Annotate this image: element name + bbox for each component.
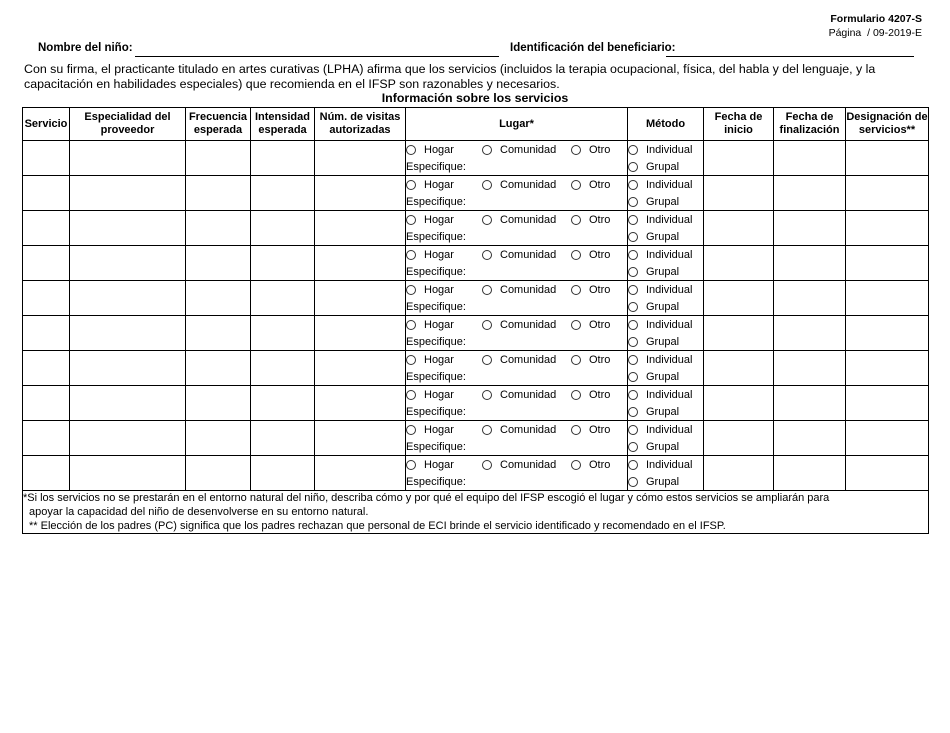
- especifique-label: Especifique:: [406, 475, 466, 488]
- lugar-comunidad-label: Comunidad: [500, 458, 557, 471]
- visitas-cell[interactable]: [315, 456, 406, 491]
- servicio-cell[interactable]: [23, 421, 70, 456]
- radio-icon[interactable]: [628, 145, 638, 155]
- metodo-grupal-option[interactable]: [628, 301, 679, 313]
- table-row: [23, 421, 929, 456]
- lugar-comunidad-label: Comunidad: [500, 283, 557, 296]
- lugar-cell: [406, 421, 628, 456]
- especifique-label: Especifique:: [406, 230, 466, 243]
- inicio-cell[interactable]: [704, 316, 774, 351]
- lugar-hogar-label: Hogar: [424, 283, 454, 296]
- lugar-hogar-label: Hogar: [424, 388, 454, 401]
- radio-icon[interactable]: [482, 390, 492, 400]
- radio-icon[interactable]: [628, 460, 638, 470]
- lugar-hogar-option[interactable]: [406, 144, 482, 156]
- metodo-cell: [628, 456, 704, 491]
- lugar-hogar-option[interactable]: [406, 179, 482, 191]
- radio-icon[interactable]: [628, 232, 638, 242]
- footnote-1-line-1: *Si los servicios no se prestarán en el entorno natural del niño, describa cómo y por qué el equipo del IFSP escogió el lugar y cómo estos servicios se ampliarán para: [23, 492, 830, 504]
- lugar-cell: [406, 141, 628, 176]
- radio-icon[interactable]: [482, 145, 492, 155]
- frecuencia-cell[interactable]: [186, 316, 251, 351]
- radio-icon[interactable]: [406, 355, 416, 365]
- metodo-individual-label: Individual: [646, 318, 693, 331]
- col-lugar: Lugar*: [406, 108, 628, 141]
- metodo-individual-option[interactable]: [628, 459, 692, 471]
- lugar-hogar-option[interactable]: [406, 459, 482, 471]
- radio-icon[interactable]: [482, 285, 492, 295]
- col-especialidad: Especialidad del proveedor: [70, 108, 186, 141]
- intro-text: Con su firma, el practicante titulado en artes curativas (LPHA) afirma que los servicios (incluidos la terapia ocupacional, física, del habla y del lenguaje, y la capacitación en habilidades especiales) que recomienda en el IFSP son razonables y necesarios.: [24, 62, 876, 91]
- frecuencia-cell[interactable]: [186, 351, 251, 386]
- radio-icon[interactable]: [628, 285, 638, 295]
- servicio-cell[interactable]: [23, 281, 70, 316]
- lugar-otro-option[interactable]: [571, 284, 610, 296]
- especialidad-cell[interactable]: [70, 351, 186, 386]
- designacion-cell[interactable]: [846, 211, 929, 246]
- lugar-otro-option[interactable]: [571, 354, 610, 366]
- radio-icon[interactable]: [628, 162, 638, 172]
- intensidad-cell[interactable]: [251, 316, 315, 351]
- radio-icon[interactable]: [482, 355, 492, 365]
- metodo-grupal-option[interactable]: [628, 476, 679, 488]
- table-row: [23, 141, 929, 176]
- intensidad-cell[interactable]: [251, 211, 315, 246]
- metodo-grupal-option[interactable]: [628, 371, 679, 383]
- servicio-cell[interactable]: [23, 141, 70, 176]
- metodo-individual-label: Individual: [646, 458, 693, 471]
- metodo-individual-option[interactable]: [628, 214, 692, 226]
- radio-icon[interactable]: [571, 180, 581, 190]
- radio-icon[interactable]: [406, 180, 416, 190]
- lugar-otro-option[interactable]: [571, 214, 610, 226]
- lugar-otro-option[interactable]: [571, 179, 610, 191]
- especialidad-cell[interactable]: [70, 421, 186, 456]
- designacion-cell[interactable]: [846, 281, 929, 316]
- radio-icon[interactable]: [571, 320, 581, 330]
- lugar-hogar-option[interactable]: [406, 249, 482, 261]
- radio-icon[interactable]: [571, 460, 581, 470]
- metodo-grupal-option[interactable]: [628, 266, 679, 278]
- inicio-cell[interactable]: [704, 386, 774, 421]
- metodo-individual-option[interactable]: [628, 144, 692, 156]
- metodo-individual-label: Individual: [646, 388, 693, 401]
- radio-icon[interactable]: [628, 390, 638, 400]
- col-fin: Fecha de finalización: [774, 108, 846, 141]
- metodo-individual-option[interactable]: [628, 179, 692, 191]
- intensidad-cell[interactable]: [251, 246, 315, 281]
- servicio-cell[interactable]: [23, 456, 70, 491]
- footnote-2: ** Elección de los padres (PC) significa que los padres rechazan que personal de ECI brinde el servicio identificado y recomendado en el IFSP.: [29, 520, 726, 532]
- designacion-cell[interactable]: [846, 141, 929, 176]
- fin-cell[interactable]: [774, 246, 846, 281]
- lugar-otro-option[interactable]: [571, 144, 610, 156]
- lugar-comunidad-label: Comunidad: [500, 388, 557, 401]
- lugar-hogar-label: Hogar: [424, 213, 454, 226]
- table-row: [23, 316, 929, 351]
- lugar-comunidad-option[interactable]: [482, 144, 571, 156]
- metodo-grupal-option[interactable]: [628, 161, 679, 173]
- lugar-otro-option[interactable]: [571, 249, 610, 261]
- designacion-cell[interactable]: [846, 386, 929, 421]
- frecuencia-cell[interactable]: [186, 246, 251, 281]
- col-frecuencia: Frecuencia esperada: [186, 108, 251, 141]
- page-separator: /: [867, 27, 871, 39]
- metodo-individual-option[interactable]: [628, 319, 692, 331]
- fin-cell[interactable]: [774, 141, 846, 176]
- lugar-comunidad-option[interactable]: [482, 214, 571, 226]
- frecuencia-cell[interactable]: [186, 386, 251, 421]
- intensidad-cell[interactable]: [251, 386, 315, 421]
- lugar-cell: [406, 246, 628, 281]
- intensidad-cell[interactable]: [251, 141, 315, 176]
- designacion-cell[interactable]: [846, 316, 929, 351]
- radio-icon[interactable]: [406, 285, 416, 295]
- lugar-otro-label: Otro: [589, 283, 611, 296]
- fin-cell[interactable]: [774, 281, 846, 316]
- lugar-hogar-label: Hogar: [424, 318, 454, 331]
- servicio-cell[interactable]: [23, 211, 70, 246]
- especialidad-cell[interactable]: [70, 141, 186, 176]
- especialidad-cell[interactable]: [70, 176, 186, 211]
- form-number: Formulario 4207-S: [830, 13, 922, 25]
- lugar-hogar-label: Hogar: [424, 143, 454, 156]
- beneficiary-id-field[interactable]: [666, 56, 914, 57]
- visitas-cell[interactable]: [315, 351, 406, 386]
- radio-icon[interactable]: [571, 425, 581, 435]
- metodo-individual-label: Individual: [646, 423, 693, 436]
- col-visitas: Núm. de visitas autorizadas: [315, 108, 406, 141]
- beneficiary-id-label: Identificación del beneficiario:: [510, 42, 676, 54]
- lugar-otro-label: Otro: [589, 388, 611, 401]
- col-designacion: Designación de servicios**: [846, 108, 929, 141]
- especifique-label: Especifique:: [406, 405, 466, 418]
- inicio-cell[interactable]: [704, 421, 774, 456]
- frecuencia-cell[interactable]: [186, 456, 251, 491]
- lugar-otro-option[interactable]: [571, 424, 610, 436]
- servicio-cell[interactable]: [23, 176, 70, 211]
- metodo-grupal-label: Grupal: [646, 440, 680, 453]
- lugar-hogar-option[interactable]: [406, 214, 482, 226]
- lugar-cell: [406, 316, 628, 351]
- radio-icon[interactable]: [406, 145, 416, 155]
- radio-icon[interactable]: [571, 145, 581, 155]
- inicio-cell[interactable]: [704, 211, 774, 246]
- fin-cell[interactable]: [774, 316, 846, 351]
- inicio-cell[interactable]: [704, 246, 774, 281]
- lugar-comunidad-option[interactable]: [482, 179, 571, 191]
- visitas-cell[interactable]: [315, 246, 406, 281]
- especifique-label: Especifique:: [406, 440, 466, 453]
- metodo-cell: [628, 246, 704, 281]
- radio-icon[interactable]: [406, 460, 416, 470]
- visitas-cell[interactable]: [315, 386, 406, 421]
- identity-fields: [38, 42, 918, 60]
- designacion-cell[interactable]: [846, 176, 929, 211]
- table-row: [23, 351, 929, 386]
- form-identifier: [829, 12, 922, 40]
- especifique-label: Especifique:: [406, 300, 466, 313]
- child-name-field[interactable]: [135, 56, 499, 57]
- intensidad-cell[interactable]: [251, 176, 315, 211]
- frecuencia-cell[interactable]: [186, 176, 251, 211]
- metodo-cell: [628, 281, 704, 316]
- lugar-hogar-label: Hogar: [424, 458, 454, 471]
- metodo-cell: [628, 386, 704, 421]
- visitas-cell[interactable]: [315, 211, 406, 246]
- lugar-comunidad-label: Comunidad: [500, 353, 557, 366]
- metodo-grupal-label: Grupal: [646, 160, 680, 173]
- fin-cell[interactable]: [774, 176, 846, 211]
- intensidad-cell[interactable]: [251, 351, 315, 386]
- radio-icon[interactable]: [628, 355, 638, 365]
- radio-icon[interactable]: [628, 215, 638, 225]
- lugar-cell: [406, 176, 628, 211]
- designacion-cell[interactable]: [846, 421, 929, 456]
- especifique-label: Especifique:: [406, 160, 466, 173]
- lugar-otro-label: Otro: [589, 423, 611, 436]
- lugar-hogar-label: Hogar: [424, 248, 454, 261]
- visitas-cell[interactable]: [315, 281, 406, 316]
- especialidad-cell[interactable]: [70, 456, 186, 491]
- metodo-individual-option[interactable]: [628, 354, 692, 366]
- metodo-grupal-option[interactable]: [628, 336, 679, 348]
- radio-icon[interactable]: [571, 285, 581, 295]
- servicio-cell[interactable]: [23, 386, 70, 421]
- metodo-grupal-label: Grupal: [646, 405, 680, 418]
- metodo-individual-label: Individual: [646, 353, 693, 366]
- metodo-grupal-option[interactable]: [628, 441, 679, 453]
- fin-cell[interactable]: [774, 351, 846, 386]
- radio-icon[interactable]: [628, 302, 638, 312]
- lugar-comunidad-option[interactable]: [482, 319, 571, 331]
- intensidad-cell[interactable]: [251, 421, 315, 456]
- especialidad-cell[interactable]: [70, 386, 186, 421]
- radio-icon[interactable]: [628, 320, 638, 330]
- child-name-label: Nombre del niño:: [38, 42, 133, 54]
- especialidad-cell[interactable]: [70, 316, 186, 351]
- frecuencia-cell[interactable]: [186, 211, 251, 246]
- radio-icon[interactable]: [628, 180, 638, 190]
- lugar-hogar-option[interactable]: [406, 319, 482, 331]
- radio-icon[interactable]: [571, 390, 581, 400]
- lugar-hogar-option[interactable]: [406, 389, 482, 401]
- metodo-grupal-option[interactable]: [628, 406, 679, 418]
- inicio-cell[interactable]: [704, 281, 774, 316]
- table-row: [23, 281, 929, 316]
- metodo-individual-label: Individual: [646, 213, 693, 226]
- table-row: [23, 456, 929, 491]
- especifique-label: Especifique:: [406, 195, 466, 208]
- inicio-cell[interactable]: [704, 176, 774, 211]
- footnotes-row: [23, 491, 929, 534]
- lugar-cell: [406, 211, 628, 246]
- frecuencia-cell[interactable]: [186, 141, 251, 176]
- lugar-comunidad-option[interactable]: [482, 249, 571, 261]
- lugar-comunidad-label: Comunidad: [500, 248, 557, 261]
- especialidad-cell[interactable]: [70, 211, 186, 246]
- lugar-cell: [406, 456, 628, 491]
- fin-cell[interactable]: [774, 456, 846, 491]
- lugar-comunidad-label: Comunidad: [500, 178, 557, 191]
- col-inicio: Fecha de inicio: [704, 108, 774, 141]
- metodo-cell: [628, 421, 704, 456]
- radio-icon[interactable]: [628, 425, 638, 435]
- radio-icon[interactable]: [406, 215, 416, 225]
- especialidad-cell[interactable]: [70, 281, 186, 316]
- lugar-otro-option[interactable]: [571, 319, 610, 331]
- lugar-comunidad-label: Comunidad: [500, 423, 557, 436]
- lugar-otro-label: Otro: [589, 248, 611, 261]
- servicio-cell[interactable]: [23, 351, 70, 386]
- lugar-comunidad-label: Comunidad: [500, 213, 557, 226]
- intensidad-cell[interactable]: [251, 281, 315, 316]
- fin-cell[interactable]: [774, 211, 846, 246]
- radio-icon[interactable]: [482, 320, 492, 330]
- lugar-cell: [406, 281, 628, 316]
- footnote-1-line-2: apoyar la capacidad del niño de desenvolverse en su entorno natural.: [29, 506, 369, 518]
- services-table: [22, 107, 929, 534]
- radio-icon[interactable]: [482, 215, 492, 225]
- metodo-grupal-option[interactable]: [628, 231, 679, 243]
- lugar-cell: [406, 386, 628, 421]
- form-revision: 09-2019-E: [872, 27, 922, 39]
- table-header-row: [23, 108, 929, 141]
- servicio-cell[interactable]: [23, 246, 70, 281]
- lugar-hogar-label: Hogar: [424, 353, 454, 366]
- metodo-grupal-option[interactable]: [628, 196, 679, 208]
- metodo-grupal-label: Grupal: [646, 370, 680, 383]
- lugar-comunidad-label: Comunidad: [500, 318, 557, 331]
- intensidad-cell[interactable]: [251, 456, 315, 491]
- lugar-otro-label: Otro: [589, 318, 611, 331]
- lugar-comunidad-option[interactable]: [482, 354, 571, 366]
- lugar-otro-label: Otro: [589, 213, 611, 226]
- radio-icon[interactable]: [628, 372, 638, 382]
- metodo-individual-option[interactable]: [628, 284, 692, 296]
- lugar-comunidad-label: Comunidad: [500, 143, 557, 156]
- radio-icon[interactable]: [482, 460, 492, 470]
- lugar-otro-label: Otro: [589, 143, 611, 156]
- radio-icon[interactable]: [482, 180, 492, 190]
- metodo-individual-label: Individual: [646, 143, 693, 156]
- radio-icon[interactable]: [628, 442, 638, 452]
- col-servicio: Servicio: [23, 108, 70, 141]
- col-metodo: Método: [628, 108, 704, 141]
- radio-icon[interactable]: [628, 407, 638, 417]
- metodo-grupal-label: Grupal: [646, 335, 680, 348]
- lugar-comunidad-option[interactable]: [482, 389, 571, 401]
- inicio-cell[interactable]: [704, 351, 774, 386]
- lugar-otro-label: Otro: [589, 178, 611, 191]
- table-row: [23, 246, 929, 281]
- radio-icon[interactable]: [406, 390, 416, 400]
- lugar-hogar-label: Hogar: [424, 423, 454, 436]
- table-row: [23, 211, 929, 246]
- metodo-grupal-label: Grupal: [646, 195, 680, 208]
- lugar-cell: [406, 351, 628, 386]
- footnotes: [23, 491, 929, 534]
- radio-icon[interactable]: [628, 477, 638, 487]
- metodo-grupal-label: Grupal: [646, 300, 680, 313]
- radio-icon[interactable]: [406, 320, 416, 330]
- section-title: Información sobre los servicios: [381, 91, 569, 105]
- inicio-cell[interactable]: [704, 456, 774, 491]
- table-row: [23, 386, 929, 421]
- especifique-label: Especifique:: [406, 370, 466, 383]
- radio-icon[interactable]: [406, 250, 416, 260]
- visitas-cell[interactable]: [315, 141, 406, 176]
- lugar-hogar-option[interactable]: [406, 354, 482, 366]
- inicio-cell[interactable]: [704, 141, 774, 176]
- lugar-otro-option[interactable]: [571, 389, 610, 401]
- fin-cell[interactable]: [774, 421, 846, 456]
- visitas-cell[interactable]: [315, 176, 406, 211]
- metodo-cell: [628, 176, 704, 211]
- lugar-otro-label: Otro: [589, 353, 611, 366]
- radio-icon[interactable]: [571, 355, 581, 365]
- metodo-grupal-label: Grupal: [646, 230, 680, 243]
- metodo-individual-option[interactable]: [628, 389, 692, 401]
- lugar-hogar-label: Hogar: [424, 178, 454, 191]
- metodo-individual-option[interactable]: [628, 424, 692, 436]
- especialidad-cell[interactable]: [70, 246, 186, 281]
- fin-cell[interactable]: [774, 386, 846, 421]
- radio-icon[interactable]: [571, 250, 581, 260]
- col-intensidad: Intensidad esperada: [251, 108, 315, 141]
- lugar-comunidad-option[interactable]: [482, 424, 571, 436]
- metodo-individual-label: Individual: [646, 178, 693, 191]
- lugar-hogar-option[interactable]: [406, 424, 482, 436]
- radio-icon[interactable]: [628, 267, 638, 277]
- especifique-label: Especifique:: [406, 265, 466, 278]
- designacion-cell[interactable]: [846, 456, 929, 491]
- visitas-cell[interactable]: [315, 421, 406, 456]
- designacion-cell[interactable]: [846, 351, 929, 386]
- frecuencia-cell[interactable]: [186, 281, 251, 316]
- metodo-grupal-label: Grupal: [646, 265, 680, 278]
- radio-icon[interactable]: [406, 425, 416, 435]
- metodo-cell: [628, 211, 704, 246]
- metodo-individual-label: Individual: [646, 248, 693, 261]
- lugar-otro-option[interactable]: [571, 459, 610, 471]
- lugar-comunidad-option[interactable]: [482, 284, 571, 296]
- servicio-cell[interactable]: [23, 316, 70, 351]
- radio-icon[interactable]: [482, 425, 492, 435]
- frecuencia-cell[interactable]: [186, 421, 251, 456]
- especifique-label: Especifique:: [406, 335, 466, 348]
- lugar-comunidad-option[interactable]: [482, 459, 571, 471]
- metodo-individual-option[interactable]: [628, 249, 692, 261]
- metodo-grupal-label: Grupal: [646, 475, 680, 488]
- lugar-otro-label: Otro: [589, 458, 611, 471]
- lugar-hogar-option[interactable]: [406, 284, 482, 296]
- metodo-cell: [628, 351, 704, 386]
- metodo-cell: [628, 316, 704, 351]
- page-label: Página: [828, 27, 862, 39]
- radio-icon[interactable]: [628, 197, 638, 207]
- metodo-individual-label: Individual: [646, 283, 693, 296]
- radio-icon[interactable]: [628, 337, 638, 347]
- radio-icon[interactable]: [628, 250, 638, 260]
- radio-icon[interactable]: [571, 215, 581, 225]
- metodo-cell: [628, 141, 704, 176]
- designacion-cell[interactable]: [846, 246, 929, 281]
- radio-icon[interactable]: [482, 250, 492, 260]
- table-row: [23, 176, 929, 211]
- visitas-cell[interactable]: [315, 316, 406, 351]
